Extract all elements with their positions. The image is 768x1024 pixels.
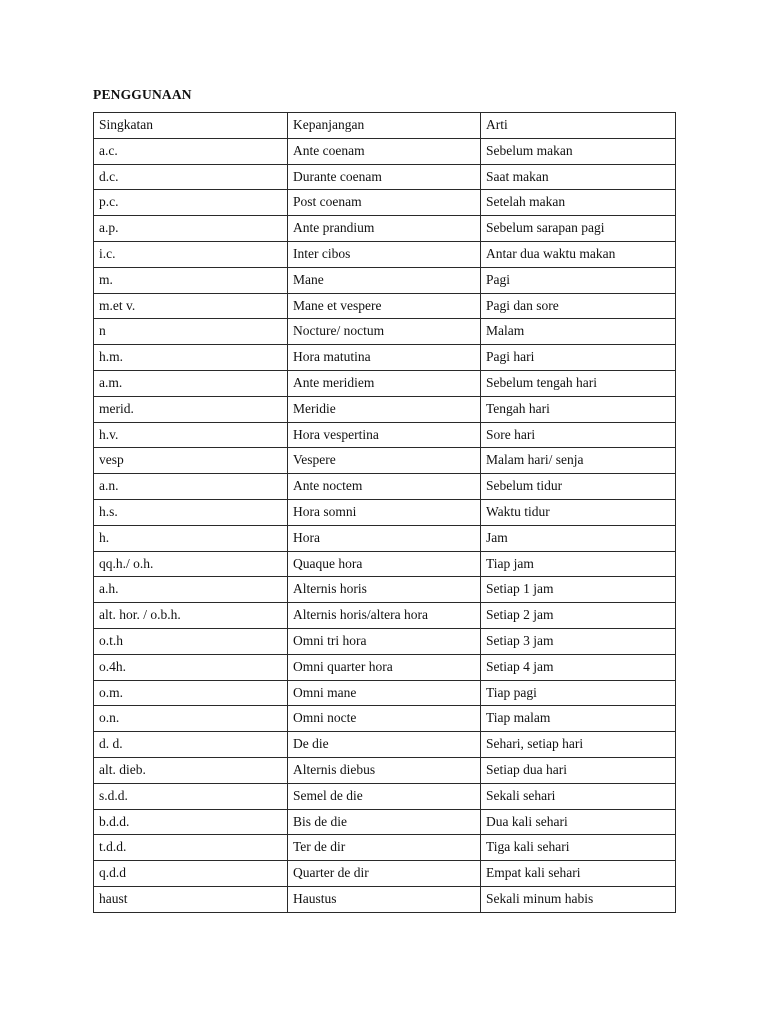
table-row (94, 706, 676, 732)
cell-kepanjangan: Inter cibos (293, 245, 351, 261)
cell-kepanjangan: Semel de die (293, 787, 363, 803)
table-cell (481, 190, 676, 216)
cell-kepanjangan: Omni quarter hora (293, 658, 393, 674)
cell-singkatan: o.m. (99, 684, 124, 700)
table-cell (288, 164, 481, 190)
table-row (94, 319, 676, 345)
cell-singkatan: i.c. (99, 245, 116, 261)
table-cell (481, 861, 676, 887)
cell-kepanjangan: Ter de dir (293, 839, 346, 855)
table-row (94, 861, 676, 887)
cell-arti: Setelah makan (486, 194, 566, 210)
table-row (94, 809, 676, 835)
table-cell (288, 267, 481, 293)
table-cell (94, 654, 288, 680)
cell-singkatan: m.et v. (99, 297, 136, 313)
table-cell (288, 293, 481, 319)
table-row (94, 448, 676, 474)
table-cell (288, 706, 481, 732)
table-row (94, 551, 676, 577)
table-row (94, 422, 676, 448)
table-cell (288, 654, 481, 680)
cell-kepanjangan: Haustus (293, 890, 337, 906)
cell-singkatan: h.v. (99, 426, 119, 442)
cell-kepanjangan: Ante noctem (293, 478, 363, 494)
table-cell (94, 345, 288, 371)
cell-arti: Sekali sehari (486, 787, 556, 803)
table-cell (481, 370, 676, 396)
table-row (94, 525, 676, 551)
cell-arti: Sekali minum habis (486, 890, 594, 906)
table-cell (481, 603, 676, 629)
cell-kepanjangan: Hora (293, 529, 320, 545)
cell-kepanjangan: Bis de die (293, 813, 347, 829)
cell-kepanjangan: Omni tri hora (293, 632, 367, 648)
table-row (94, 293, 676, 319)
cell-arti: Pagi hari (486, 349, 535, 365)
table-row (94, 783, 676, 809)
table-cell (94, 680, 288, 706)
cell-arti: Sore hari (486, 426, 536, 442)
table-cell (288, 138, 481, 164)
cell-singkatan: alt. hor. / o.b.h. (99, 607, 181, 623)
cell-arti: Malam (486, 323, 525, 339)
table-row (94, 835, 676, 861)
table-cell (481, 345, 676, 371)
table-cell (481, 628, 676, 654)
cell-kepanjangan: De die (293, 736, 329, 752)
table-cell (288, 861, 481, 887)
cell-singkatan: a.n. (99, 478, 119, 494)
cell-singkatan: a.m. (99, 374, 123, 390)
table-cell (481, 732, 676, 758)
table-cell (481, 474, 676, 500)
table-cell (94, 241, 288, 267)
table-cell (94, 835, 288, 861)
cell-kepanjangan: Hora matutina (293, 349, 371, 365)
table-row (94, 216, 676, 242)
table-row (94, 474, 676, 500)
cell-kepanjangan: Omni nocte (293, 710, 357, 726)
cell-kepanjangan: Ante prandium (293, 220, 375, 236)
header-cell (481, 113, 676, 139)
table-cell (481, 551, 676, 577)
table-cell (481, 835, 676, 861)
table-cell (94, 861, 288, 887)
cell-arti: Malam hari/ senja (486, 452, 584, 468)
cell-arti: Sebelum sarapan pagi (486, 220, 605, 236)
cell-kepanjangan: Mane et vespere (293, 297, 382, 313)
table-cell (481, 396, 676, 422)
cell-arti: Setiap dua hari (486, 761, 567, 777)
table-cell (94, 319, 288, 345)
table-cell (481, 680, 676, 706)
table-cell (481, 422, 676, 448)
cell-arti: Sebelum tengah hari (486, 374, 597, 390)
cell-singkatan: haust (99, 890, 128, 906)
cell-arti: Empat kali sehari (486, 865, 581, 881)
table-cell (288, 396, 481, 422)
cell-kepanjangan: Hora vespertina (293, 426, 379, 442)
table-cell (288, 474, 481, 500)
table-cell (94, 164, 288, 190)
table-cell (94, 370, 288, 396)
table-cell (481, 757, 676, 783)
table-cell (288, 783, 481, 809)
cell-singkatan: vesp (99, 452, 124, 468)
cell-kepanjangan: Omni mane (293, 684, 357, 700)
header-cell (288, 113, 481, 139)
table-cell (94, 499, 288, 525)
table-row (94, 499, 676, 525)
cell-singkatan: a.c. (99, 142, 118, 158)
table-row (94, 577, 676, 603)
cell-kepanjangan: Durante coenam (293, 168, 382, 184)
table-cell (481, 577, 676, 603)
table-row (94, 267, 676, 293)
cell-kepanjangan: Ante coenam (293, 142, 365, 158)
table-cell (481, 319, 676, 345)
cell-arti: Tiap malam (486, 710, 551, 726)
table-cell (288, 886, 481, 912)
table-cell (481, 241, 676, 267)
table-cell (481, 525, 676, 551)
table-cell (288, 499, 481, 525)
cell-arti: Pagi (486, 271, 511, 287)
cell-arti: Tiap jam (486, 555, 534, 571)
table-row (94, 680, 676, 706)
abbreviation-table (93, 112, 676, 913)
cell-arti: Tiga kali sehari (486, 839, 570, 855)
table-cell (94, 886, 288, 912)
table-row (94, 190, 676, 216)
cell-kepanjangan: Ante meridiem (293, 374, 375, 390)
cell-arti: Setiap 4 jam (486, 658, 554, 674)
table-cell (288, 680, 481, 706)
table-row (94, 241, 676, 267)
cell-singkatan: qq.h./ o.h. (99, 555, 154, 571)
table-cell (481, 654, 676, 680)
table-cell (94, 757, 288, 783)
table-cell (94, 216, 288, 242)
table-cell (94, 577, 288, 603)
cell-singkatan: o.t.h (99, 632, 124, 648)
cell-arti: Waktu tidur (486, 503, 550, 519)
cell-kepanjangan: Mane (293, 271, 324, 287)
table-cell (481, 164, 676, 190)
table-cell (288, 422, 481, 448)
table-cell (481, 448, 676, 474)
cell-singkatan: n (99, 323, 106, 339)
table-cell (288, 732, 481, 758)
table-cell (94, 138, 288, 164)
cell-singkatan: a.h. (99, 581, 119, 597)
cell-kepanjangan: Alternis horis/altera hora (293, 607, 428, 623)
cell-kepanjangan: Hora somni (293, 503, 357, 519)
cell-singkatan: h.s. (99, 503, 118, 519)
table-cell (288, 448, 481, 474)
table-cell (481, 267, 676, 293)
table-row (94, 138, 676, 164)
table-cell (94, 603, 288, 629)
table-row (94, 886, 676, 912)
table-cell (288, 345, 481, 371)
cell-arti: Tengah hari (486, 400, 550, 416)
table-row (94, 654, 676, 680)
table-cell (94, 809, 288, 835)
cell-kepanjangan: Alternis diebus (293, 761, 376, 777)
cell-kepanjangan: Quaque hora (293, 555, 363, 571)
cell-singkatan: p.c. (99, 194, 119, 210)
table-cell (481, 138, 676, 164)
table-header-row (94, 113, 676, 139)
table-cell (288, 809, 481, 835)
page-title: PENGGUNAAN (93, 87, 192, 102)
table-cell (94, 706, 288, 732)
table-cell (481, 293, 676, 319)
table-cell (94, 474, 288, 500)
table-cell (94, 551, 288, 577)
table-cell (481, 216, 676, 242)
table-cell (94, 190, 288, 216)
cell-singkatan: o.n. (99, 710, 120, 726)
header-singkatan: Singkatan (99, 117, 153, 132)
table-cell (288, 216, 481, 242)
table-cell (94, 628, 288, 654)
cell-arti: Dua kali sehari (486, 813, 568, 829)
cell-singkatan: merid. (99, 400, 134, 416)
cell-arti: Pagi dan sore (486, 297, 559, 313)
table-body (94, 138, 676, 912)
cell-kepanjangan: Vespere (293, 452, 336, 468)
cell-arti: Saat makan (486, 168, 549, 184)
cell-singkatan: q.d.d (99, 865, 126, 881)
table-cell (94, 732, 288, 758)
table-row (94, 164, 676, 190)
cell-arti: Tiap pagi (486, 684, 537, 700)
table-cell (288, 835, 481, 861)
table-cell (481, 809, 676, 835)
cell-singkatan: h. (99, 529, 110, 545)
table-cell (288, 241, 481, 267)
table-cell (288, 319, 481, 345)
table-cell (288, 525, 481, 551)
table-row (94, 732, 676, 758)
table-row (94, 628, 676, 654)
table-row (94, 396, 676, 422)
table-cell (288, 757, 481, 783)
table-cell (94, 293, 288, 319)
table-cell (94, 448, 288, 474)
table-cell (94, 525, 288, 551)
cell-arti: Sebelum makan (486, 142, 573, 158)
cell-singkatan: t.d.d. (99, 839, 127, 855)
table-row (94, 757, 676, 783)
cell-arti: Jam (486, 529, 508, 545)
table-cell (94, 783, 288, 809)
table-cell (288, 577, 481, 603)
cell-kepanjangan: Quarter de dir (293, 865, 369, 881)
cell-singkatan: b.d.d. (99, 813, 130, 829)
table-cell (481, 783, 676, 809)
table-cell (288, 628, 481, 654)
table-cell (288, 603, 481, 629)
cell-singkatan: d.c. (99, 168, 119, 184)
table-cell (288, 551, 481, 577)
cell-arti: Setiap 2 jam (486, 607, 554, 623)
header-arti: Arti (486, 117, 508, 132)
cell-singkatan: s.d.d. (99, 787, 128, 803)
header-cell (94, 113, 288, 139)
table-row (94, 603, 676, 629)
cell-singkatan: m. (99, 271, 113, 287)
cell-kepanjangan: Alternis horis (293, 581, 367, 597)
table-cell (94, 422, 288, 448)
cell-arti: Sebelum tidur (486, 478, 563, 494)
table-cell (481, 706, 676, 732)
cell-singkatan: alt. dieb. (99, 761, 146, 777)
cell-kepanjangan: Meridie (293, 400, 336, 416)
cell-arti: Antar dua waktu makan (486, 245, 616, 261)
cell-singkatan: h.m. (99, 349, 124, 365)
table-cell (94, 396, 288, 422)
cell-singkatan: a.p. (99, 220, 119, 236)
table-cell (481, 499, 676, 525)
table-cell (481, 886, 676, 912)
cell-arti: Setiap 1 jam (486, 581, 554, 597)
cell-arti: Sehari, setiap hari (486, 736, 584, 752)
cell-kepanjangan: Nocture/ noctum (293, 323, 385, 339)
cell-arti: Setiap 3 jam (486, 632, 554, 648)
cell-singkatan: o.4h. (99, 658, 126, 674)
table-cell (94, 267, 288, 293)
table-row (94, 345, 676, 371)
table-row (94, 370, 676, 396)
table-cell (288, 190, 481, 216)
table-cell (288, 370, 481, 396)
header-kepanjangan: Kepanjangan (293, 117, 365, 132)
cell-kepanjangan: Post coenam (293, 194, 362, 210)
cell-singkatan: d. d. (99, 736, 123, 752)
